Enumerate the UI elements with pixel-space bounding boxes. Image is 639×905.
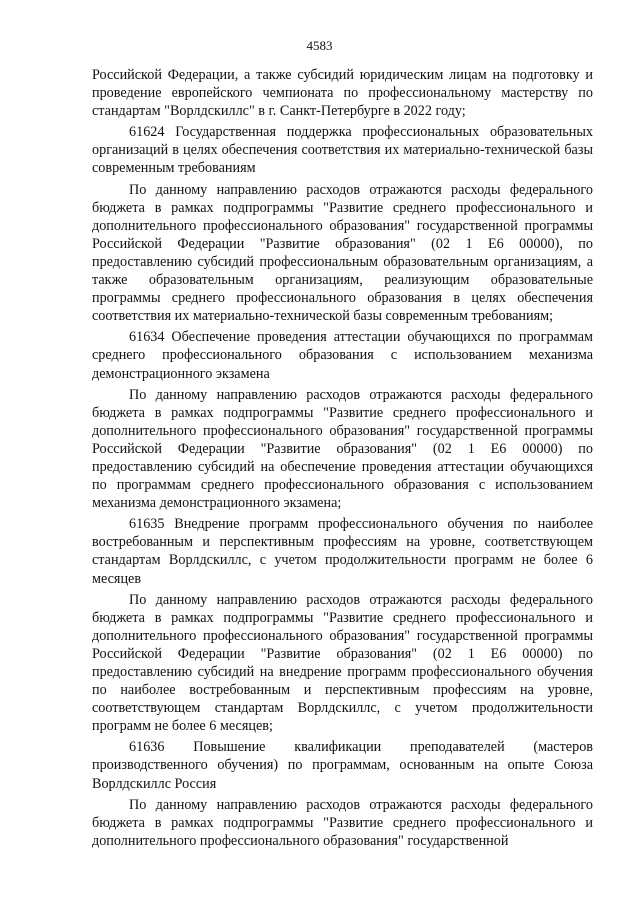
paragraph-61635-description: По данному направлению расходов отражаются расходы федерального бюджета в рамках подпрограммы "Развитие среднего профессионального и дополнительного профессионального образования" государственной программы Российской Федерации "Развитие образования" (02 1 Е6 00000) по предоставлению субсидий на внедрение программ профессионального обучения по наиболее востребованным и перспективным профессиям на уровне, соответствующем стандартам Ворлдскиллс, с учетом продолжительности программ не более 6 месяцев; [92,591,593,735]
paragraph-continuation: Российской Федерации, а также субсидий юридическим лицам на подготовку и проведение европейского чемпионата по профессиональному мастерству по стандартам "Ворлдскиллс" в г. Санкт-Петербурге в 2022 году; [92,67,593,120]
section-heading-61636: 61636 Повышение квалификации преподавателей (мастеров производственного обучения) по программам, основанным на опыте Союза Ворлдскиллс Россия [92,739,593,792]
section-heading-61635: 61635 Внедрение программ профессионального обучения по наиболее востребованным и перспективным профессиям на уровне, соответствующем стандартам Ворлдскиллс, с учетом продолжительности программ не более 6 месяцев [92,516,593,587]
paragraph-61636-description: По данному направлению расходов отражаются расходы федерального бюджета в рамках подпрограммы "Развитие среднего профессионального и дополнительного профессионального образования" государственной [92,796,593,849]
document-body [92,66,593,850]
page-number: 4583 [306,38,333,53]
section-heading-61624: 61624 Государственная поддержка профессиональных образовательных организаций в целях обеспечения соответствия их материально-технической базы современным требованиям [92,124,593,177]
paragraph-61624-description: По данному направлению расходов отражаются расходы федерального бюджета в рамках подпрограммы "Развитие среднего профессионального и дополнительного профессионального образования" государственной программы Российской Федерации "Развитие образования" (02 1 Е6 00000), по предоставлению субсидий профессиональным образовательным организациям, а также образовательным организациям, реализующим образовательные программы среднего профессионального образования в целях обеспечения соответствия их материально-технической базы современным требованиям; [92,181,593,325]
section-heading-61634: 61634 Обеспечение проведения аттестации обучающихся по программам среднего профессионального образования с использованием механизма демонстрационного экзамена [92,329,593,382]
paragraph-61634-description: По данному направлению расходов отражаются расходы федерального бюджета в рамках подпрограммы "Развитие среднего профессионального и дополнительного профессионального образования" государственной программы Российской Федерации "Развитие образования" (02 1 Е6 00000) по предоставлению субсидий на обеспечение проведения аттестации обучающихся по программам среднего профессионального образования с использованием механизма демонстрационного экзамена; [92,386,593,512]
